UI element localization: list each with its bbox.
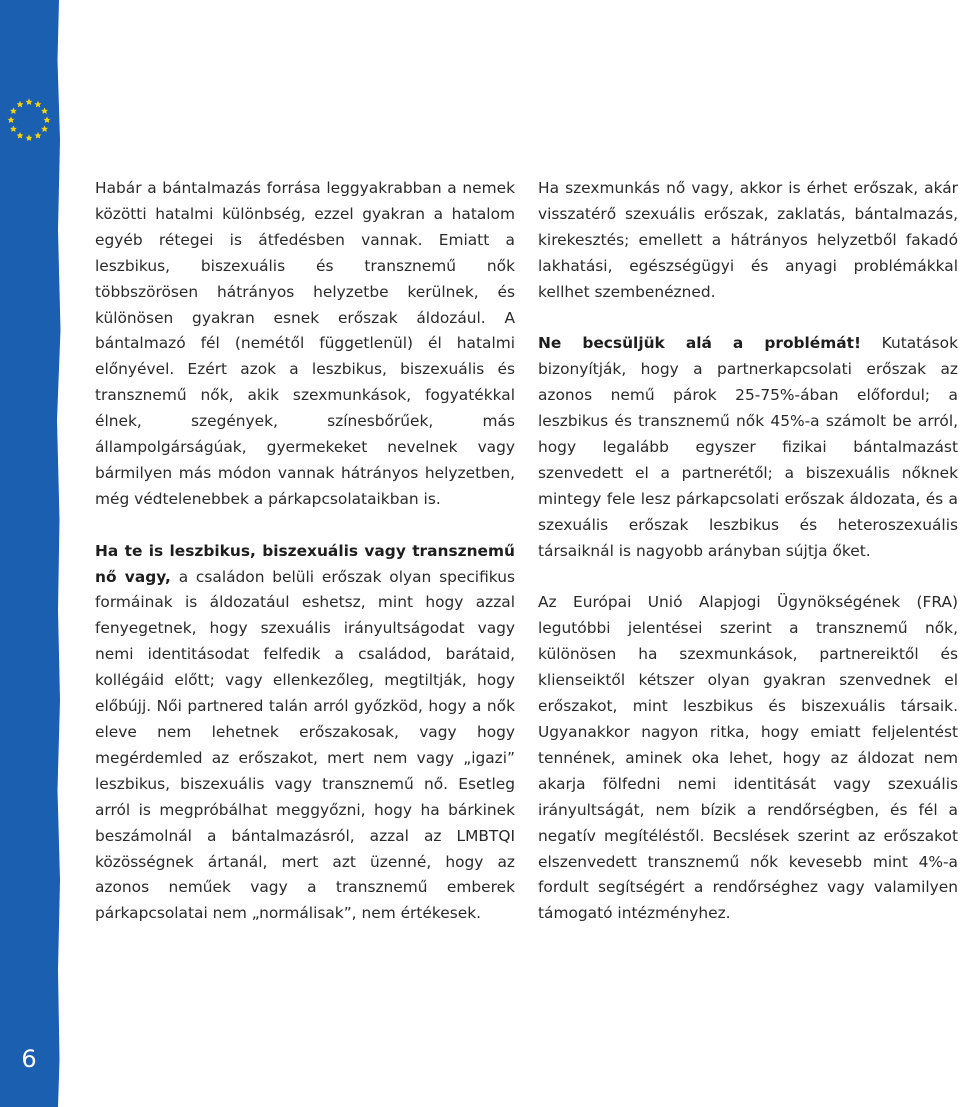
left-column	[95, 176, 515, 927]
eu-star-icon	[35, 132, 42, 139]
eu-star-icon	[10, 107, 17, 114]
fra-report-paragraph: Az Európai Unió Alapjogi Ügynökségének (FRA) legutóbbi jelentései szerint a transznemű nők, különösen ha szexmunkások, partnereiktől és klienseiktől kétszer olyan gyakran szenvednek el erőszakot, mint leszbikus és biszexuális társaik. Ugyanakkor nagyon ritka, hogy emiatt feljelentést tennének, aminek oka lehet, hogy az áldozat nem akarja fölfedni nemi identitását vagy szexuális irányultságát, nem bízik a rendőrségben, és fél a negatív megítéléstől. Becslések szerint az erőszakot elszenvedett transznemű nők kevesebb mint 4%-a fordult segítségért a rendőrséghez vagy valamilyen támogató intézményhez.	[538, 593, 958, 923]
eu-star-icon	[35, 101, 42, 108]
eu-star-icon	[44, 116, 51, 123]
statistics-heading: Ne becsüljük alá a problémát!	[538, 334, 862, 353]
strip-torn-edge	[56, 0, 61, 1107]
eu-star-icon	[8, 116, 15, 123]
eu-star-icon	[10, 125, 17, 132]
eu-star-icon	[41, 125, 48, 132]
lgbt-women-heading: Ha te is leszbikus, biszexuális vagy transznemű nő vagy,	[95, 541, 515, 586]
intro-paragraph: Habár a bántalmazás forrása leggyakrabban a nemek közötti hatalmi különbség, ezzel gyakran a hatalom egyéb rétegei is átfedésben vannak. Emiatt a leszbikus, biszexuális és transznemű nők többszörösen hátrányos helyzetbe kerülnek, és különösen gyakran esnek erőszak áldozául. A bántalmazó fél (nemétől függetlenül) él hatalmi előnyével. Ezért azok a leszbikus, biszexuális és transznemű nők, akik szexmunkások, fogyatékkal élnek, szegények, színesbőrűek, más állampolgárságúak, gyermekeket nevelnek vagy bármilyen más módon vannak hátrányos helyzetben, még védtelenebbek a párkapcsolataikban is.	[95, 179, 515, 508]
sex-work-paragraph: Ha szexmunkás nő vagy, akkor is érhet erőszak, akár visszatérő szexuális erőszak, zaklatás, bántalmazás, kirekesztés; emellett a hátrányos helyzetből fakadó lakhatási, egészségügyi és anyagi problémákkal kellhet szembenézned.	[538, 179, 958, 301]
eu-star-icon	[41, 107, 48, 114]
eu-star-icon	[26, 98, 33, 105]
statistics-text: Kutatások bizonyítják, hogy a partnerkapcsolati erőszak az azonos nemű párok 25-75%-ában előfordul; a leszbikus és transznemű nők 45%-a számolt be arról, hogy legalább egyszer fizikai bántalmazást szenvedett el a partnerétől; a biszexuális nőknek mintegy fele lesz párkapcsolati erőszak áldozata, és a szexuális erőszak leszbikus és heteroszexuális társaiknál is nagyobb arányban sújtja őket.	[538, 334, 958, 560]
eu-star-icon	[17, 101, 24, 108]
page-number: 6	[21, 1045, 37, 1073]
eu-star-icon	[26, 134, 33, 141]
lgbt-women-text: a családon belüli erőszak olyan specifikus formáinak is áldozatául eshetsz, mint hogy azzal fenyegetnek, hogy szexuális irányultságodat vagy nemi identitásodat felfedik a családod, barátaid, kollégáid előtt; vagy ellenkezőleg, megtiltják, hogy előbújj. Női partnered talán arról győzköd, hogy a nők eleve nem lehetnek erőszakosak, vagy hogy megérdemled az erőszakot, mert nem vagy „igazi” leszbikus, biszexuális vagy transznemű nő. Esetleg arról is megpróbálhat meggyőzni, hogy ha bárkinek beszámolnál a bántalmazásról, azzal az LMBTQI közösségnek ártanál, mert azt üzenné, hogy az azonos neműek vagy a transznemű emberek párkapcsolatai nem „normálisak”, nem értékesek.	[95, 567, 515, 923]
side-strip	[0, 0, 56, 1107]
eu-star-icon	[17, 132, 24, 139]
right-column	[538, 176, 958, 927]
statistics-paragraph	[538, 331, 958, 564]
lgbt-women-paragraph	[95, 539, 515, 928]
eu-flag-stars-icon	[3, 94, 55, 146]
